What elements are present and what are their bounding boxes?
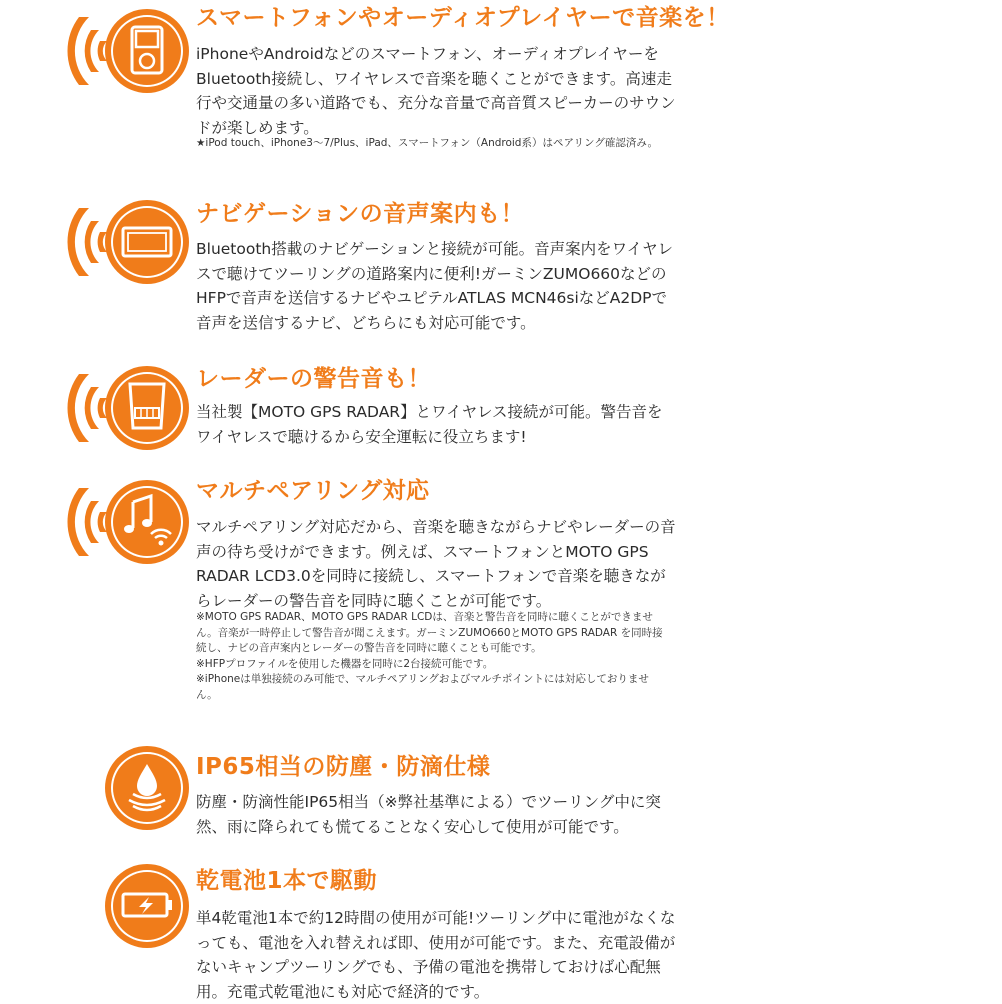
note-line: ※HFPプロファイルを使用した機器を同時に2台接続可能です。	[196, 657, 494, 670]
feature-body: マルチペアリング対応だから、音楽を聴きながらナビやレーダーの音声の待ち受けができます。例えば、スマートフォンとMOTO GPS RADAR LCD3.0を同時に接続し、スマートフォンで音楽を聴きながらレーダーの警告音を同時に聴くことが可能です。	[196, 518, 676, 610]
music-player-icon	[55, 5, 205, 95]
note-line: ※MOTO GPS RADAR、MOTO GPS RADAR LCDは、音楽と警告音を同時に聴くことができません。音楽が一時停止して警告音が聞こえます。ガーミンZUMO660とMOTO GPS RADAR を同時接続し、ナビの音声案内とレーダーの警告音を同時に聴くことも可能です。	[196, 611, 663, 654]
feature-body: iPhoneやAndroidなどのスマートフォン、オーディオプレイヤーをBluetooth接続し、ワイヤレスで音楽を聴くことができます。高速走行や交通量の多い道路でも、充分な音量で高音質スピーカーのサウンドが楽しめます。	[196, 45, 676, 137]
feature-note	[196, 136, 666, 152]
feature-title: マルチペアリング対応	[196, 478, 430, 504]
feature-body: 当社製【MOTO GPS RADAR】とワイヤレス接続が可能。警告音をワイヤレスで聴けるから安全運転に役立ちます!	[196, 403, 663, 446]
feature-notes	[196, 610, 666, 703]
feature-title: ナビゲーションの音声案内も！	[196, 201, 525, 227]
radar-detector-icon	[55, 362, 205, 452]
music-note-wireless-icon	[55, 476, 205, 566]
feature-title: レーダーの警告音も！	[196, 366, 431, 392]
note-line: ※iPhoneは単独接続のみ可能で、マルチペアリングおよびマルチポイントには対応しておりません。	[196, 673, 649, 701]
note-line: ★iPod touch、iPhone3〜7/Plus、iPad、スマートフォン（Android系）はペアリング確認済み。	[196, 137, 658, 149]
water-drop-icon	[55, 742, 205, 832]
feature-title: スマートフォンやオーディオプレイヤーで音楽を！	[196, 5, 730, 31]
feature-body: 防塵・防滴性能IP65相当（※弊社基準による）でツーリング中に突然、雨に降られても慌てることなく安心して使用が可能です。	[196, 793, 661, 836]
feature-title: 乾電池1本で駆動	[196, 868, 378, 894]
feature-body: 単4乾電池1本で約12時間の使用が可能!ツーリング中に電池がなくなっても、電池を入れ替えれば即、使用が可能です。また、充電設備がないキャンプツーリングでも、予備の電池を携帯しておけば心配無用。充電式乾電池にも対応で経済的です。	[196, 909, 676, 1001]
feature-title: IP65相当の防塵・防滴仕様	[196, 754, 491, 780]
navigation-device-icon	[55, 196, 205, 286]
battery-icon	[55, 860, 205, 950]
feature-body: Bluetooth搭載のナビゲーションと接続が可能。音声案内をワイヤレスで聴けてツーリングの道路案内に便利!ガーミンZUMO660などのHFPで音声を送信するナビやユピテルATLAS MCN46siなどA2DPで音声を送信するナビ、どちらにも対応可能です。	[196, 240, 674, 332]
